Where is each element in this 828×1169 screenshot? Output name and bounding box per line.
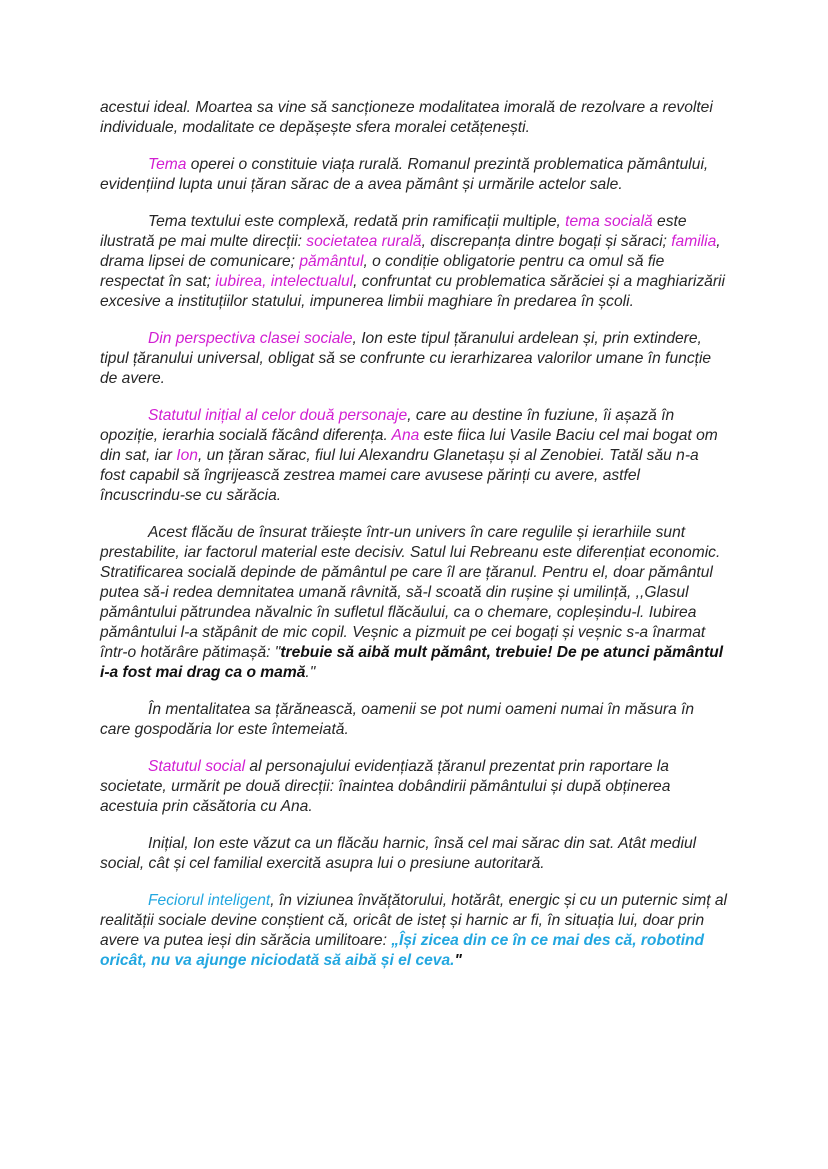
- text-run: Tema textului este complexă, redată prin ramificații multiple,: [148, 213, 566, 230]
- text-run: Acest flăcău de însurat trăiește într-un univers în care regulile și ierarhiile sunt prestabilite, iar factorul material este decisiv. Satul lui Rebreanu este diferențiat economic. Stratificarea socială depinde de pământul pe care îl are țăranul. Pentru el, doar pământul putea să-i redea demnitatea umană râvnită, să-l scoată din rușine și umilință, ,,Glasul pământului pătrundea năvalnic în sufletul flăcăului, ca o chemare, copleșindu-l. Iubirea pământului l-a stăpânit de mic copil. Veșnic a pizmuit pe cei bogați și veșnic s-a înarmat într-o hotărâre pătimașă: ": [100, 524, 721, 661]
- highlighted-text: Din perspectiva clasei sociale: [148, 330, 353, 347]
- highlighted-text: Feciorul inteligent: [148, 892, 271, 909]
- highlighted-text: Tema: [148, 156, 187, 173]
- text-run: În mentalitatea sa țărănească, oamenii se pot numi oameni numai în măsura în care gospodăria lor este întemeiată.: [100, 701, 695, 738]
- highlighted-text: tema socială: [565, 213, 653, 230]
- highlighted-text: trebuie să aibă mult pământ, trebuie! De pe atunci pământul i-a fost mai drag ca o mamă: [100, 644, 724, 681]
- text-run: acestui ideal. Moartea sa vine să sancționeze modalitatea imorală de rezolvare a revoltei individuale, modalitate ce depășește sfera moralei cetățenești.: [100, 99, 713, 136]
- text-run: , confruntat cu problematica sărăciei și a maghiarizării excesive a instituțiilor statului, impunerea limbii maghiare în predarea în școli.: [100, 273, 725, 310]
- text-run: operei o constituie viața rurală. Romanul prezintă problematica pământului, evidențiind lupta unui țăran sărac de a avea pământ și urmările actelor sale.: [100, 156, 709, 193]
- text-run: , în viziunea învățătorului, hotărât, energic și cu un puternic simț al realității sociale devine conștient că, oricât de isteț și harnic ar fi, în situația lui, doar prin avere va putea ieși din sărăcia umilitoare:: [100, 892, 728, 949]
- text-run: , un țăran sărac, fiul lui Alexandru Glanetașu și al Zenobiei. Tatăl său n-a fost capabil să îngrijească zestrea mamei care avusese părinți cu avere, astfel încuscrindu-se cu sărăcia.: [100, 447, 699, 504]
- paragraph-statutul-initial: [100, 406, 728, 506]
- highlighted-text: pământul: [299, 253, 364, 270]
- text-run: , o condiție obligatorie pentru ca omul să fie respectat în sat;: [100, 253, 665, 290]
- highlighted-text: Statutul social: [148, 758, 246, 775]
- text-run: Inițial, Ion este văzut ca un flăcău harnic, însă cel mai sărac din sat. Atât mediul social, cât și cel familial exercită asupra lui o presiune autoritară.: [100, 835, 697, 872]
- text-run: .": [305, 664, 316, 681]
- text-run: este ilustrată pe mai multe direcții:: [100, 213, 687, 250]
- text-run: , care au destine în fuziune, îi așază în opoziție, ierarhia socială făcând diferența.: [100, 407, 675, 444]
- paragraph-mentalitatea: [100, 700, 728, 740]
- text-run: , drama lipsei de comunicare;: [100, 233, 721, 270]
- highlighted-text: familia: [671, 233, 717, 250]
- paragraph-statutul-social: [100, 757, 728, 817]
- text-run: al personajului evidențiază țăranul prezentat prin raportare la societate, urmărit pe două direcții: înaintea dobândirii pământului și după obținerea acestuia prin căsătoria cu Ana.: [100, 758, 671, 815]
- paragraph: [100, 98, 728, 138]
- highlighted-text: Statutul inițial al celor două personaje: [148, 407, 408, 424]
- highlighted-text: Ion: [176, 447, 198, 464]
- text-run: , Ion este tipul țăranului ardelean și, prin extindere, tipul țăranului universal, obligat să se confrunte cu ierarhizarea valorilor umane în funcție de avere.: [100, 330, 712, 387]
- highlighted-text: „Își zicea din ce în ce mai des că, robotind oricât, nu va ajunge niciodată să aibă și el ceva.: [100, 932, 705, 969]
- highlighted-text: Ana: [391, 427, 420, 444]
- paragraph-clasa-sociala: [100, 329, 728, 389]
- highlighted-text: iubirea, intelectualul: [215, 273, 354, 290]
- text-run: , discrepanța dintre bogați și săraci;: [421, 233, 672, 250]
- highlighted-text: ": [454, 952, 462, 969]
- paragraph-tema-textului: [100, 212, 728, 312]
- text-run: este fiica lui Vasile Baciu cel mai bogat om din sat, iar: [100, 427, 718, 464]
- paragraph-feciorul: [100, 891, 728, 971]
- paragraph-initial: [100, 834, 728, 874]
- paragraph-flacau: [100, 523, 728, 683]
- paragraph-tema: [100, 155, 728, 195]
- highlighted-text: societatea rurală: [306, 233, 422, 250]
